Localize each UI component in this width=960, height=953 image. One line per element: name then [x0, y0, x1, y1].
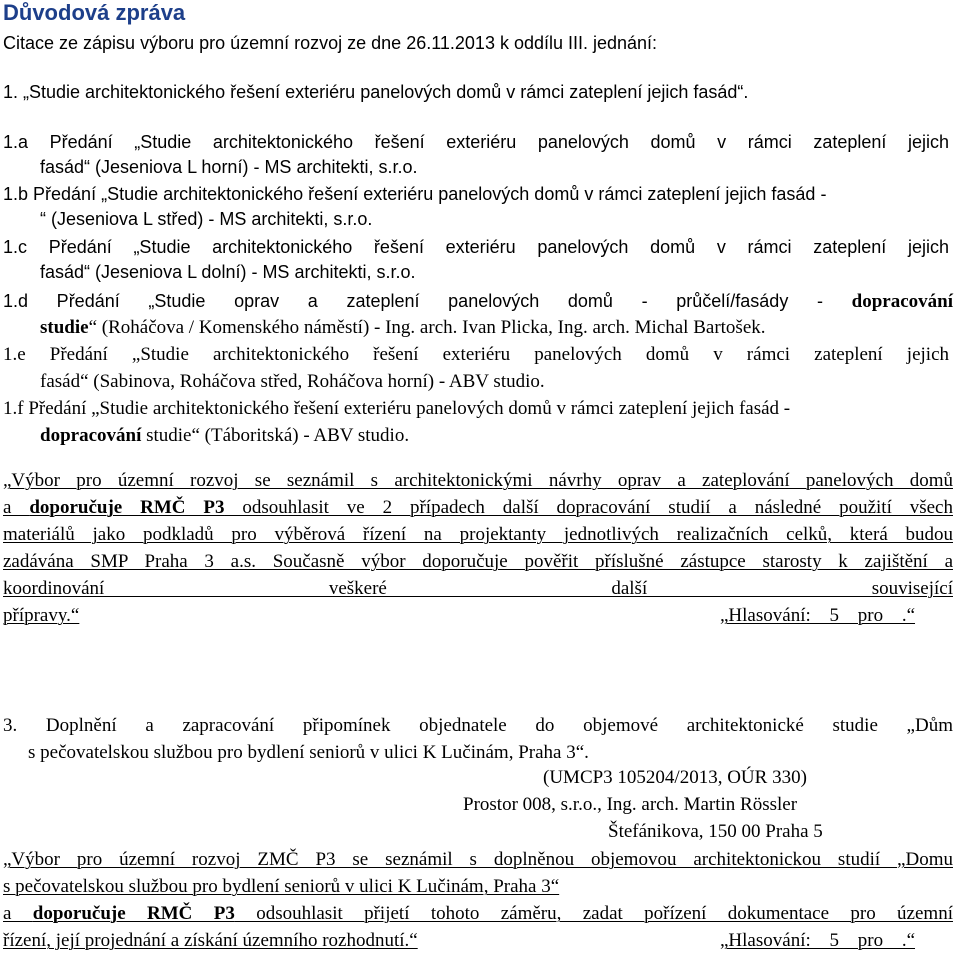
resolution-1-line-6: přípravy.“	[3, 605, 80, 626]
item-1d-rest: “ (Roháčova / Komenského náměstí) - Ing. arch. Ivan Plicka, Ing. arch. Michal Bartošek.	[88, 317, 766, 338]
item-1c-line-1: 1.c Předání „Studie architektonického řešení exteriéru panelových domů v rámci zateplení jejich	[3, 237, 949, 257]
item-1f-line-2	[40, 424, 409, 448]
resolution-1-bold: doporučuje RMČ P3	[29, 497, 225, 518]
item-1a-line-1: 1.a Předání „Studie architektonického řešení exteriéru panelových domů v rámci zateplení jejich	[3, 132, 949, 152]
resolution-1-line-2	[3, 496, 953, 520]
item-1d-line-1	[3, 289, 953, 314]
resolution-2-line-4: řízení, její projednání a získání územního rozhodnutí.“	[3, 930, 418, 951]
item-1a-line-2: fasád“ (Jeseniova L horní) - MS architekti, s.r.o.	[40, 157, 418, 177]
resolution-1-line-1: „Výbor pro územní rozvoj se seznámil s architektonickými návrhy oprav a zateplování panelových domů	[3, 470, 953, 491]
resolution-1-line-5: koordinování veškeré další související	[3, 578, 953, 599]
item-3-contractor: Prostor 008, s.r.o., Ing. arch. Martin Rössler	[463, 794, 798, 815]
resolution-1-rest: odsouhlasit ve 2 případech další dopracování studií a následné použití všech	[224, 497, 953, 518]
page-title: Důvodová zpráva	[3, 0, 186, 25]
item-1b-line-2: “ (Jeseniova L střed) - MS architekti, s.r.o.	[40, 209, 373, 229]
item-1e-line-1: 1.e Předání „Studie architektonického řešení exteriéru panelových domů v rámci zateplení jejich	[3, 344, 949, 365]
item-1d-bold: dopracování	[851, 291, 953, 312]
item-1e-line-2: fasád“ (Sabinova, Roháčova střed, Roháčova horní) - ABV studio.	[40, 371, 545, 392]
resolution-2-line-2: s pečovatelskou službou pro bydlení seniorů v ulici K Lučinám, Praha 3“	[3, 876, 560, 897]
item-3-address: Štefánikova, 150 00 Praha 5	[608, 821, 823, 842]
resolution-2-a: a	[3, 903, 33, 924]
resolution-1-vote: „Hlasování: 5 pro .“	[720, 605, 916, 626]
item-3-line-1: 3. Doplnění a zapracování připomínek objednatele do objemové architektonické studie „Dům	[3, 715, 953, 736]
item-1f-line-1: 1.f Předání „Studie architektonického řešení exteriéru panelových domů v rámci zateplení jejich fasád -	[3, 398, 791, 419]
item-3-line-2: s pečovatelskou službou pro bydlení seniorů v ulici K Lučinám, Praha 3“.	[28, 742, 589, 763]
citation-line: Citace ze zápisu výboru pro územní rozvoj ze dne 26.11.2013 k oddílu III. jednání:	[3, 33, 658, 53]
item-1d-line-2	[40, 316, 766, 340]
resolution-1-a: a	[3, 497, 30, 518]
item-1d-bold-2: studie	[40, 317, 89, 338]
resolution-1-line-3: materiálů jako podkladů pro výběrová řízení na projektanty jednotlivých realizačních celků, která budou	[3, 524, 953, 545]
resolution-2-rest: odsouhlasit přijetí tohoto záměru, zadat pořízení dokumentace pro územní	[234, 903, 953, 924]
item-1f-rest: studie“ (Táboritská) - ABV studio.	[141, 425, 410, 446]
item-1: 1. „Studie architektonického řešení exteriéru panelových domů v rámci zateplení jejich fasád“.	[3, 82, 749, 102]
item-1f-bold: dopracování	[40, 425, 142, 446]
resolution-2-bold: doporučuje RMČ P3	[32, 903, 235, 924]
resolution-2-line-1: „Výbor pro územní rozvoj ZMČ P3 se seznámil s doplněnou objemovou architektonickou studií „Domu	[3, 849, 953, 870]
item-1d-text: 1.d Předání „Studie oprav a zateplení panelových domů - průčelí/fasády -	[3, 291, 852, 311]
item-3-reference: (UMCP3 105204/2013, OÚR 330)	[543, 767, 807, 788]
resolution-1-line-4: zadávána SMP Praha 3 a.s. Současně výbor doporučuje pověřit příslušné zástupce starosty k zajištění a	[3, 551, 953, 572]
resolution-2-vote: „Hlasování: 5 pro .“	[720, 930, 916, 951]
item-1c-line-2: fasád“ (Jeseniova L dolní) - MS architekti, s.r.o.	[40, 262, 416, 282]
resolution-2-line-3	[3, 902, 953, 926]
item-1b-line-1: 1.b Předání „Studie architektonického řešení exteriéru panelových domů v rámci zateplení jejich fasád -	[3, 184, 827, 204]
